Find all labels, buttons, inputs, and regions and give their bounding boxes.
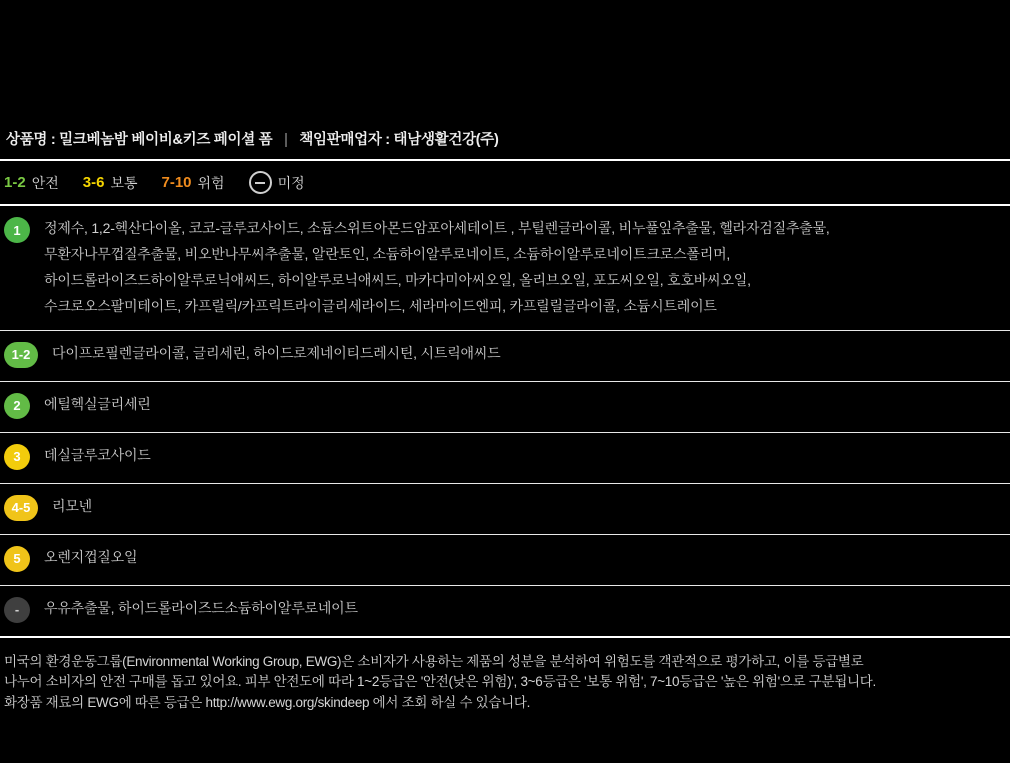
ingredient-list bbox=[52, 341, 1006, 367]
grade-badge: 1 bbox=[4, 217, 30, 243]
footer-line: 나누어 소비자의 안전 구매를 돕고 있어요. 피부 안전도에 따라 1~2등급은 '안전(낮은 위험)', 3~6등급은 '보통 위험', 7~10등급은 '높은 위험'으로 구분됩니다. bbox=[4, 674, 876, 690]
grade-badge: - bbox=[4, 597, 30, 623]
ingredient-list bbox=[44, 392, 1006, 418]
legend-range-danger: 7-10 bbox=[161, 174, 192, 191]
ingredient-line: 에틸헥실글리세린 bbox=[44, 395, 151, 412]
ingredient-line: 데실글루코사이드 bbox=[44, 446, 151, 463]
ingredient-list bbox=[52, 494, 1006, 520]
table-row bbox=[0, 206, 1010, 330]
header-separator: | bbox=[284, 132, 288, 148]
ingredient-list bbox=[44, 545, 1006, 571]
ewg-explanation bbox=[0, 638, 1010, 725]
grade-badge: 5 bbox=[4, 546, 30, 572]
table-row bbox=[0, 382, 1010, 432]
ingredient-line: 리모넨 bbox=[52, 497, 92, 514]
legend-item-moderate bbox=[83, 173, 138, 193]
table-row bbox=[0, 535, 1010, 585]
legend-bar bbox=[0, 161, 1010, 204]
legend-item-danger bbox=[162, 173, 225, 193]
footer-line: 화장품 재료의 EWG에 따른 등급은 http://www.ewg.org/skindeep 에서 조회 하실 수 있습니다. bbox=[4, 695, 531, 711]
legend-label-undetermined: 미정 bbox=[277, 174, 305, 191]
table-row bbox=[0, 433, 1010, 483]
product-header bbox=[0, 120, 1010, 159]
product-name-label: 상품명 : 밀크베놈밤 베이비&키즈 페이셜 폼 bbox=[6, 132, 273, 148]
grade-badge: 4-5 bbox=[4, 495, 38, 521]
legend-item-safe bbox=[4, 173, 59, 193]
ingredient-line: 무환자나무껍질추출물, 비오반나무씨추출물, 알란토인, 소듐하이알루로네이트, 소듐하이알루로네이트크로스폴리머, bbox=[44, 245, 731, 262]
ingredient-line: 하이드롤라이즈드하이알루로닉애씨드, 하이알루로닉애씨드, 마카다미아씨오일, 올리브오일, 포도씨오일, 호호바씨오일, bbox=[44, 271, 751, 288]
seller-label: 책임판매업자 : 태남생활건강(주) bbox=[299, 132, 499, 148]
ingredient-list bbox=[44, 216, 1006, 320]
legend-label-safe: 안전 bbox=[31, 174, 59, 191]
table-row bbox=[0, 586, 1010, 636]
table-row bbox=[0, 331, 1010, 381]
top-spacer bbox=[0, 0, 1010, 120]
legend-range-moderate: 3-6 bbox=[82, 174, 105, 191]
legend-item-undetermined bbox=[249, 171, 305, 194]
legend-label-moderate: 보통 bbox=[110, 174, 138, 191]
footer-line: 미국의 환경운동그룹(Environmental Working Group, EWG)은 소비자가 사용하는 제품의 성분을 분석하여 위험도를 객관적으로 평가하고, 이를 등급별로 bbox=[4, 653, 864, 669]
ingredient-line: 수크로오스팔미테이트, 카프릴릭/카프릭트라이글리세라이드, 세라마이드엔피, 카프릴릴글라이콜, 소듐시트레이트 bbox=[44, 297, 717, 314]
ingredient-line: 오렌지껍질오일 bbox=[44, 548, 138, 565]
grade-badge: 3 bbox=[4, 444, 30, 470]
legend-label-danger: 위험 bbox=[197, 174, 225, 191]
ingredient-line: 다이프로필렌글라이콜, 글리세린, 하이드로제네이티드레시틴, 시트릭애씨드 bbox=[52, 344, 501, 361]
ingredient-list bbox=[44, 596, 1006, 622]
ingredient-rows bbox=[0, 206, 1010, 638]
ingredient-line: 정제수, 1,2-헥산다이올, 코코-글루코사이드, 소듐스위트아몬드암포아세테이트 , 부틸렌글라이콜, 비누풀잎추출물, 헬라자검질추출물, bbox=[44, 220, 830, 236]
minus-circle-icon bbox=[249, 171, 272, 194]
legend-range-safe: 1-2 bbox=[4, 174, 26, 191]
ingredient-line: 우유추출물, 하이드롤라이즈드소듐하이알루로네이트 bbox=[44, 599, 358, 616]
grade-badge: 1-2 bbox=[4, 342, 38, 368]
ingredient-list bbox=[44, 443, 1006, 469]
table-row bbox=[0, 484, 1010, 534]
grade-badge: 2 bbox=[4, 393, 30, 419]
